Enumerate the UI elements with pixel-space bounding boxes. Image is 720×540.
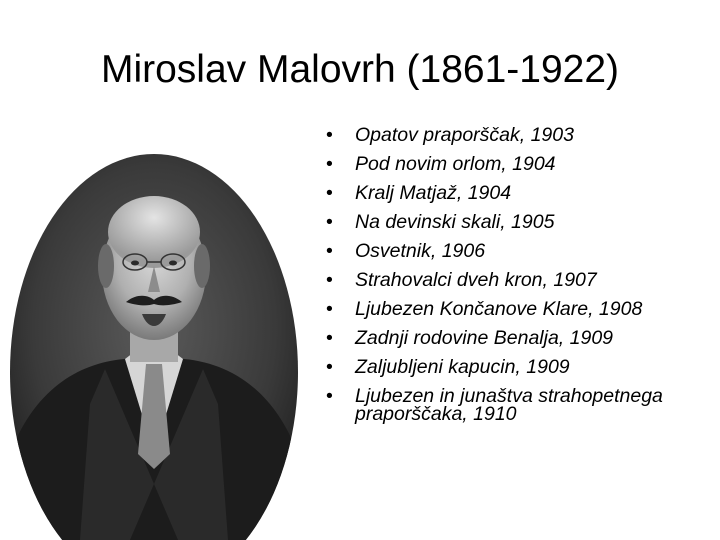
list-item: [326, 300, 706, 318]
work-title: Strahovalci dveh kron, 1907: [355, 269, 597, 291]
list-item: [326, 329, 706, 347]
bullet-icon: •: [326, 356, 333, 378]
work-title: Zaljubljeni kapucin, 1909: [355, 356, 570, 378]
list-item: [326, 184, 706, 202]
bullet-icon: •: [326, 327, 333, 349]
bullet-icon: •: [326, 211, 333, 233]
portrait-photo: [10, 154, 298, 540]
list-item: [326, 155, 706, 173]
work-title: Zadnji rodovine Benalja, 1909: [355, 327, 614, 349]
slide-title: Miroslav Malovrh (1861-1922): [100, 48, 620, 91]
list-item: [326, 387, 706, 423]
work-title: Pod novim orlom, 1904: [355, 153, 556, 175]
list-item: [326, 358, 706, 376]
work-title: Ljubezen Končanove Klare, 1908: [355, 298, 643, 320]
work-title: Ljubezen in junaštva strahopetnega praporščaka, 1910: [355, 385, 663, 425]
bullet-icon: •: [326, 298, 333, 320]
work-title: Opatov praporščak, 1903: [355, 124, 574, 146]
work-title: Na devinski skali, 1905: [355, 211, 555, 233]
works-list: [326, 126, 706, 434]
work-title: Kralj Matjaž, 1904: [355, 182, 512, 204]
bullet-icon: •: [326, 240, 333, 262]
list-item: [326, 213, 706, 231]
list-item: [326, 126, 706, 144]
list-item: [326, 271, 706, 289]
bullet-icon: •: [326, 385, 333, 407]
work-title: Osvetnik, 1906: [355, 240, 486, 262]
bullet-icon: •: [326, 269, 333, 291]
bullet-icon: •: [326, 153, 333, 175]
list-item: [326, 242, 706, 260]
bullet-icon: •: [326, 182, 333, 204]
bullet-icon: •: [326, 124, 333, 146]
